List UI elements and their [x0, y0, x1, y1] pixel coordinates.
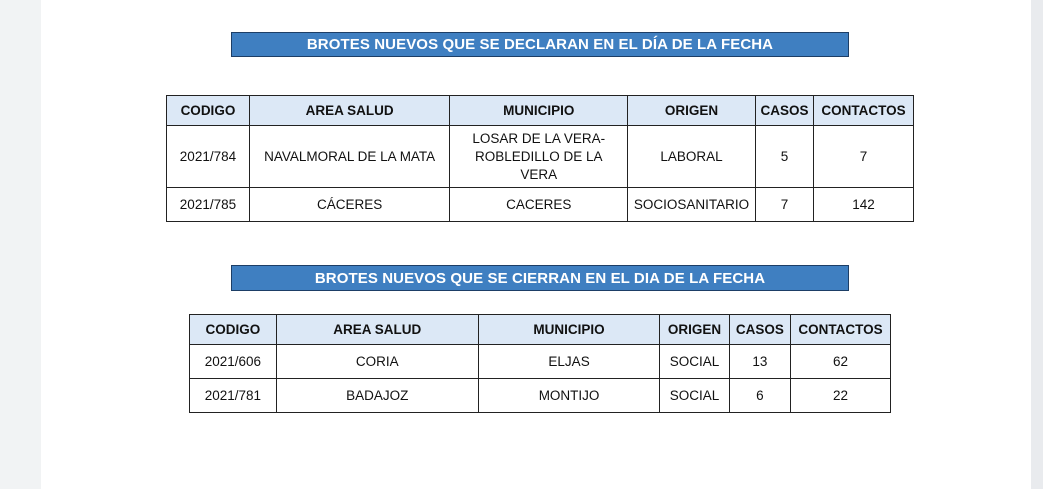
cell-contactos: 22	[790, 379, 890, 413]
table-header-row	[167, 96, 914, 126]
municipio-line: ROBLEDILLO DE LA	[474, 148, 603, 164]
viewer-scroll-edge	[1031, 0, 1043, 489]
cell-contactos: 142	[814, 188, 914, 222]
document-page	[41, 0, 1031, 489]
cell-area-salud: CÁCERES	[249, 188, 450, 222]
header-casos: CASOS	[756, 96, 814, 126]
header-casos: CASOS	[729, 315, 790, 345]
cell-codigo: 2021/784	[167, 126, 250, 188]
closed-outbreaks-table	[189, 314, 891, 413]
declared-outbreaks-banner: BROTES NUEVOS QUE SE DECLARAN EN EL DÍA DE LA FECHA	[231, 32, 849, 57]
municipio-line: VERA	[520, 166, 558, 182]
closed-outbreaks-banner: BROTES NUEVOS QUE SE CIERRAN EN EL DIA DE LA FECHA	[231, 265, 849, 291]
cell-municipio: MONTIJO	[478, 379, 660, 413]
table-row	[167, 188, 914, 222]
cell-casos: 7	[756, 188, 814, 222]
declared-outbreaks-table	[166, 95, 914, 222]
table-row	[167, 126, 914, 188]
cell-casos: 13	[729, 345, 790, 379]
cell-contactos: 7	[814, 126, 914, 188]
header-municipio: MUNICIPIO	[450, 96, 628, 126]
header-codigo: CODIGO	[167, 96, 250, 126]
table-row	[190, 345, 891, 379]
header-area-salud: AREA SALUD	[276, 315, 478, 345]
header-contactos: CONTACTOS	[814, 96, 914, 126]
cell-origen: SOCIAL	[660, 345, 729, 379]
cell-contactos: 62	[790, 345, 890, 379]
municipio-line: LOSAR DE LA VERA-	[472, 130, 606, 146]
cell-codigo: 2021/785	[167, 188, 250, 222]
header-codigo: CODIGO	[190, 315, 277, 345]
cell-area-salud: CORIA	[276, 345, 478, 379]
header-origen: ORIGEN	[628, 96, 756, 126]
header-contactos: CONTACTOS	[790, 315, 890, 345]
cell-casos: 5	[756, 126, 814, 188]
header-origen: ORIGEN	[660, 315, 729, 345]
cell-origen: LABORAL	[628, 126, 756, 188]
cell-area-salud: NAVALMORAL DE LA MATA	[249, 126, 450, 188]
cell-municipio: ELJAS	[478, 345, 660, 379]
cell-codigo: 2021/781	[190, 379, 277, 413]
cell-origen: SOCIOSANITARIO	[628, 188, 756, 222]
header-municipio: MUNICIPIO	[478, 315, 660, 345]
cell-municipio: CACERES	[450, 188, 628, 222]
cell-codigo: 2021/606	[190, 345, 277, 379]
cell-municipio	[450, 126, 628, 188]
header-area-salud: AREA SALUD	[249, 96, 450, 126]
table-row	[190, 379, 891, 413]
table-header-row	[190, 315, 891, 345]
cell-area-salud: BADAJOZ	[276, 379, 478, 413]
cell-origen: SOCIAL	[660, 379, 729, 413]
cell-casos: 6	[729, 379, 790, 413]
